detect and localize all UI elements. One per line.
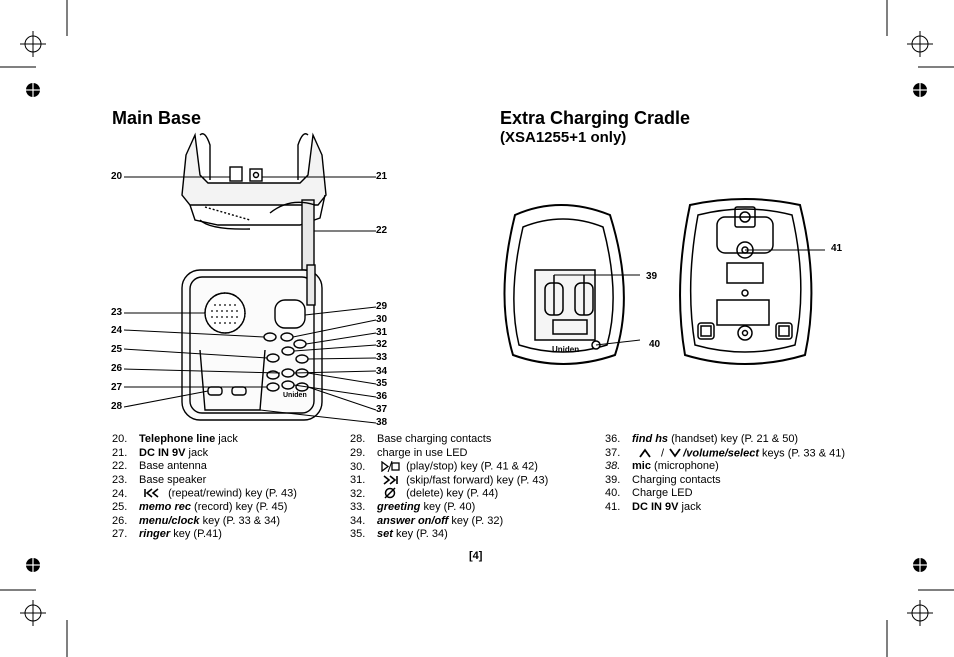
cradle-subtitle: (XSA1255+1 only)	[500, 129, 627, 146]
cradle-illustration	[495, 195, 845, 375]
legend-item-40: 40. Charge LED	[605, 487, 693, 500]
callout-21: 21	[376, 171, 388, 182]
down-arrow-icon	[667, 447, 683, 461]
callout-39: 39	[646, 271, 658, 282]
legend-item-32: 32. (delete) key (P. 44)	[350, 488, 499, 501]
callout-30: 30	[376, 314, 388, 325]
callout-38: 38	[376, 417, 388, 428]
delete-icon	[377, 487, 403, 501]
legend-item-31: 31. (skip/fast forward) key (P. 43)	[350, 474, 549, 487]
callout-27: 27	[111, 382, 123, 393]
callout-33: 33	[376, 352, 388, 363]
legend-item-33: 33. greeting key (P. 40)	[350, 500, 476, 513]
skip-forward-icon	[377, 474, 403, 488]
callout-25: 25	[111, 344, 123, 355]
legend-column-2	[350, 433, 548, 542]
page-number: [4]	[469, 550, 483, 562]
rewind-icon	[139, 487, 165, 501]
legend-item-26: 26. menu/clock key (P. 33 & 34)	[112, 514, 281, 527]
callout-24: 24	[111, 325, 123, 336]
cradle-logo: Uniden	[552, 345, 580, 354]
callout-29: 29	[376, 301, 388, 312]
legend-column-3	[605, 433, 845, 515]
callout-32: 32	[376, 339, 388, 350]
main-base-title: Main Base	[112, 108, 202, 128]
base-logo: Uniden	[283, 392, 307, 399]
up-arrow-icon	[632, 447, 658, 461]
legend-item-41: 41. DC IN 9V jack	[605, 500, 702, 513]
legend-item-22: 22. Base antenna	[112, 460, 207, 473]
legend-item-35: 35. set key (P. 34)	[350, 528, 448, 541]
callout-36: 36	[376, 391, 388, 402]
main-base-illustration	[100, 125, 400, 435]
callout-31: 31	[376, 327, 388, 338]
legend-item-36: 36. find hs (handset) key (P. 21 & 50)	[605, 433, 799, 445]
legend-item-38: 38. mic (microphone)	[605, 460, 719, 473]
legend-item-30: 30. (play/stop) key (P. 41 & 42)	[350, 460, 538, 473]
callout-34: 34	[376, 366, 388, 377]
play-stop-icon	[377, 460, 403, 474]
legend-item-37: 37. / /volume/select keys (P. 33 & 41)	[605, 447, 846, 460]
legend-item-39: 39. Charging contacts	[605, 473, 721, 486]
callout-35: 35	[376, 378, 388, 389]
cradle-title: Extra Charging Cradle	[500, 108, 691, 128]
callout-26: 26	[111, 363, 123, 374]
legend-item-27: 27. ringer key (P.41)	[112, 528, 222, 541]
callout-37: 37	[376, 404, 388, 415]
legend-item-29: 29. charge in use LED	[350, 446, 468, 459]
legend-item-20: 20. Telephone line jack	[112, 433, 238, 445]
callout-20: 20	[111, 171, 123, 182]
callout-23: 23	[111, 307, 123, 318]
callout-41: 41	[831, 243, 843, 254]
legend-item-21: 21. DC IN 9V jack	[112, 446, 209, 459]
legend-item-28: 28. Base charging contacts	[350, 433, 492, 445]
callout-22: 22	[376, 225, 388, 236]
legend-item-24: 24. (repeat/rewind) key (P. 43)	[112, 488, 297, 501]
legend-item-34: 34. answer on/off key (P. 32)	[350, 514, 504, 527]
legend-item-23: 23. Base speaker	[112, 473, 207, 486]
callout-40: 40	[649, 339, 661, 350]
callout-28: 28	[111, 401, 123, 412]
legend-item-25: 25. memo rec (record) key (P. 45)	[112, 500, 288, 513]
legend-column-1	[112, 433, 297, 542]
